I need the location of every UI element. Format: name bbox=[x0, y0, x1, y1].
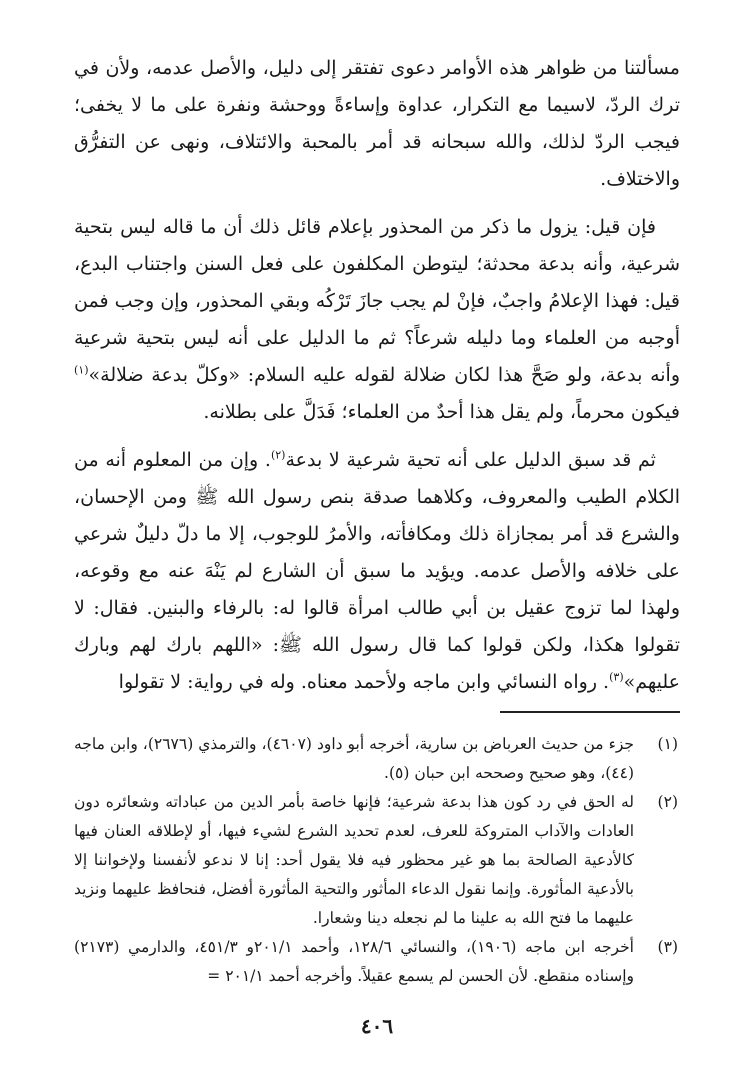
footnote-text: جزء من حديث العرباض بن سارية، أخرجه أبو داود (٤٦٠٧)، والترمذي (٢٦٧٦)، وابن ماجه (٤٤)، وهو صحيح وصححه ابن حبان (٥). bbox=[74, 735, 635, 782]
footnote-ref-1[interactable]: (١) bbox=[74, 363, 89, 377]
page-number: ٤٠٦ bbox=[360, 1014, 394, 1038]
footnote-1 bbox=[74, 730, 678, 788]
footnote-number: (٣) bbox=[657, 938, 678, 956]
footnote-2 bbox=[74, 788, 678, 933]
footnote-text: له الحق في رد كون هذا بدعة شرعية؛ فإنها خاصة بأمر الدين من عباداته وشعائره دون العادات والآداب المتروكة للعرف، لعدم تحديد الشرع لشيء فيها، أو لإطلاقه العنان فيها كالأدعية الصالحة بما هو غير محظور فيه فلا يقول أحد: إنا لا ندعو لأنفسنا ولإخواننا إلا بالأدعية المأثورة. وإنما نقول الدعاء المأثور والتحية المأثورة أفضل، فنحافظ عليهما ونزيد عليهما ما فتح الله به علينا ما لم نجعله دينا وشعارا. bbox=[74, 793, 634, 927]
footnotes bbox=[74, 730, 678, 991]
paragraph-2-part-a: فإن قيل: يزول ما ذكر من المحذور بإعلام قائل ذلك أن ما قاله ليس بتحية شرعية، وأنه بدعة محدثة؛ ليتوطن المكلفون على فعل السنن واجتناب البدع، قيل: فهذا الإعلامُ واجبٌ، فإنْ لم يجب جازَ تَرْكُه وبقي المحذور، وإن وجب فمن أوجبه من العلماء وما دليله شرعاً؟ ثم ما الدليل على أنه ليس بتحية شرعية وأنه بدعة، ولو صَحَّ هذا لكان ضلالة لقوله عليه السلام: «وكلّ بدعة ضلالة» bbox=[74, 216, 680, 386]
paragraph-3-part-a: ثم قد سبق الدليل على أنه تحية شرعية لا بدعة bbox=[285, 449, 656, 471]
paragraph-2 bbox=[74, 209, 680, 431]
footnote-number: (١) bbox=[657, 735, 678, 753]
footnote-separator bbox=[500, 711, 680, 713]
footnote-ref-3[interactable]: (٣) bbox=[609, 670, 624, 684]
paragraph-1: مسألتنا من ظواهر هذه الأوامر دعوى تفتقر إلى دليل، والأصل عدمه، ولأن في ترك الردّ، لاسيما مع التكرار، عداوة وإساءةً ووحشة ونفرة على ما لا يخفى؛ فيجب الردّ لذلك، والله سبحانه قد أمر بالمحبة والائتلاف، ونهى عن التفرُّق والاختلاف. bbox=[74, 57, 680, 190]
footnote-number: (٢) bbox=[657, 793, 678, 811]
footnote-text: أخرجه ابن ماجه (١٩٠٦)، والنسائي ١٢٨/٦، وأحمد ٢٠١/١و ٤٥١/٣، والدارمي (٢١٧٣) وإسناده منقطع. لأن الحسن لم يسمع عقيلاً. وأخرجه أحمد ٢٠١/١ = bbox=[74, 938, 634, 985]
main-text bbox=[74, 50, 680, 701]
paragraph-2-part-b: فيكون محرماً، ولم يقل هذا أحدٌ من العلماء؛ فَدَلَّ على بطلانه. bbox=[203, 401, 680, 423]
footnote-ref-2[interactable]: (٢) bbox=[270, 448, 286, 462]
footnote-3 bbox=[74, 933, 678, 991]
paragraph-3-part-b: . وإن من المعلوم أنه من الكلام الطيب والمعروف، وكلاهما صدقة بنص رسول الله ﷺ ومن الإحسان، والشرع قد أمر بمجازاة ذلك ومكافأته، والأمرُ للوجوب، إلا ما دلّ دليلٌ شرعي على خلافه والأصل عدمه. ويؤيد ما سبق أن الشارع لم يَنْهَ عنه مع وقوعه، ولهذا لما تزوج عقيل بن أبي طالب امرأة قالوا له: بالرفاء والبنين. فقال: لا تقولوا هكذا، ولكن قولوا كما قال رسول الله ﷺ: «اللهم بارك لهم وبارك عليهم» bbox=[74, 449, 680, 693]
paragraph-3 bbox=[74, 442, 680, 701]
paragraph-3-part-c: . رواه النسائي وابن ماجه ولأحمد معناه. وله في رواية: لا تقولوا bbox=[118, 671, 610, 693]
